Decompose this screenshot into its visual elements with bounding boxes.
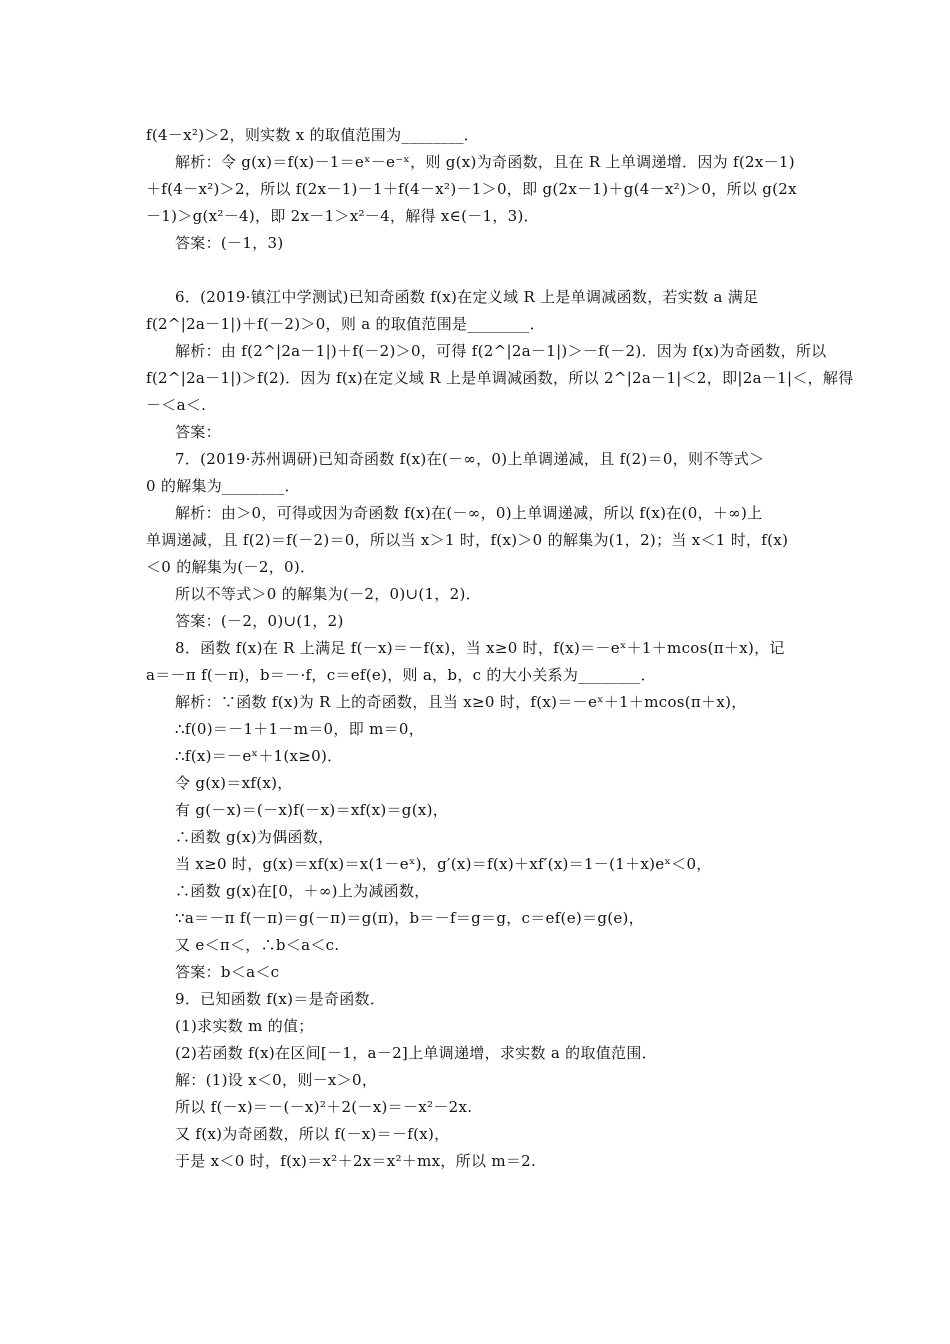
text-line: (1)求实数 m 的值； [175,1017,314,1035]
text-line: 答案：(－1，3) [175,234,284,252]
text-line: f(2^|2a－1|)＞f(2)．因为 f(x)在定义域 R 上是单调减函数，所以 2^|2a－1|＜2，即|2a－1|＜，解得 [146,369,854,387]
text-line: 0 的解集为________． [146,477,300,495]
text-line: 所以不等式＞0 的解集为(－2，0)∪(1，2)． [175,585,481,603]
text-line: 又 e＜π＜，∴b＜a＜c. [175,936,340,954]
text-line: 答案： [175,423,221,441]
text-line: －1)＞g(x²－4)，即 2x－1＞x²－4，解得 x∈(－1，3)． [146,207,539,225]
text-line: 解析：令 g(x)＝f(x)－1＝eˣ－e⁻ˣ，则 g(x)为奇函数，且在 R 上单调递增．因为 f(2x－1) [175,153,795,171]
text-line: 当 x≥0 时，g(x)＝xf(x)＝x(1－eˣ)，g′(x)＝f(x)＋xf′(x)＝1－(1＋x)eˣ＜0， [175,855,712,873]
text-line: 答案：b＜a＜c [175,963,280,981]
text-line: 9．已知函数 f(x)＝是奇函数． [175,990,386,1008]
text-line: ∴函数 g(x)在[0，＋∞)上为减函数， [175,882,430,900]
text-line: ∵a＝－π f(－π)＝g(－π)＝g(π)，b＝－f＝g＝g，c＝ef(e)＝g(e)， [175,909,645,927]
text-line: (2)若函数 f(x)在区间[－1，a－2]上单调递增，求实数 a 的取值范围． [175,1044,657,1062]
text-line: 答案：(－2，0)∪(1，2) [175,612,344,630]
text-line: 所以 f(－x)＝－(－x)²＋2(－x)＝－x²－2x. [175,1098,473,1116]
text-line: ∴f(x)＝－eˣ＋1(x≥0)． [175,747,343,765]
text-line: 有 g(－x)＝(－x)f(－x)＝xf(x)＝g(x)， [175,801,449,819]
text-line: ＜0 的解集为(－2，0)． [146,558,316,576]
text-line: 解析：∵函数 f(x)为 R 上的奇函数，且当 x≥0 时，f(x)＝－eˣ＋1＋mcos(π＋x)， [175,693,747,711]
text-line: a＝－π f(－π)，b＝－·f，c＝ef(e)，则 a，b，c 的大小关系为________． [146,666,656,684]
text-line: －＜a＜. [146,396,207,414]
text-line: f(4－x²)＞2，则实数 x 的取值范围为________． [146,126,480,144]
text-line: 又 f(x)为奇函数，所以 f(－x)＝－f(x)， [175,1125,450,1143]
text-line: f(2^|2a－1|)＋f(－2)＞0，则 a 的取值范围是________． [146,315,546,333]
text-line: 解：(1)设 x＜0，则－x＞0， [175,1071,378,1089]
text-line: 7．(2019·苏州调研)已知奇函数 f(x)在(－∞，0)上单调递减，且 f(2)＝0，则不等式＞ [175,450,765,468]
text-line: 令 g(x)＝xf(x)， [175,774,293,792]
text-line: ＋f(4－x²)＞2，所以 f(2x－1)－1＋f(4－x²)－1＞0，即 g(2x－1)＋g(4－x²)＞0，所以 g(2x [146,180,797,198]
text-line: ∴函数 g(x)为偶函数， [175,828,334,846]
text-line: 于是 x＜0 时，f(x)＝x²＋2x＝x²＋mx，所以 m＝2. [175,1152,537,1170]
text-line: 解析：由 f(2^|2a－1|)＋f(－2)＞0，可得 f(2^|2a－1|)＞－f(－2)．因为 f(x)为奇函数，所以 [175,342,827,360]
text-line: 6．(2019·镇江中学测试)已知奇函数 f(x)在定义域 R 上是单调减函数，若实数 a 满足 [175,288,759,306]
text-line: 单调递减，且 f(2)＝f(－2)＝0，所以当 x＞1 时，f(x)＞0 的解集为(1，2)；当 x＜1 时，f(x) [146,531,789,549]
text-line: 8．函数 f(x)在 R 上满足 f(－x)＝－f(x)，当 x≥0 时，f(x)＝－eˣ＋1＋mcos(π＋x)，记 [175,639,785,657]
text-line: ∴f(0)＝－1＋1－m＝0，即 m＝0， [175,720,425,738]
text-line: 解析：由＞0，可得或因为奇函数 f(x)在(－∞，0)上单调递减，所以 f(x)在(0，＋∞)上 [175,504,763,522]
